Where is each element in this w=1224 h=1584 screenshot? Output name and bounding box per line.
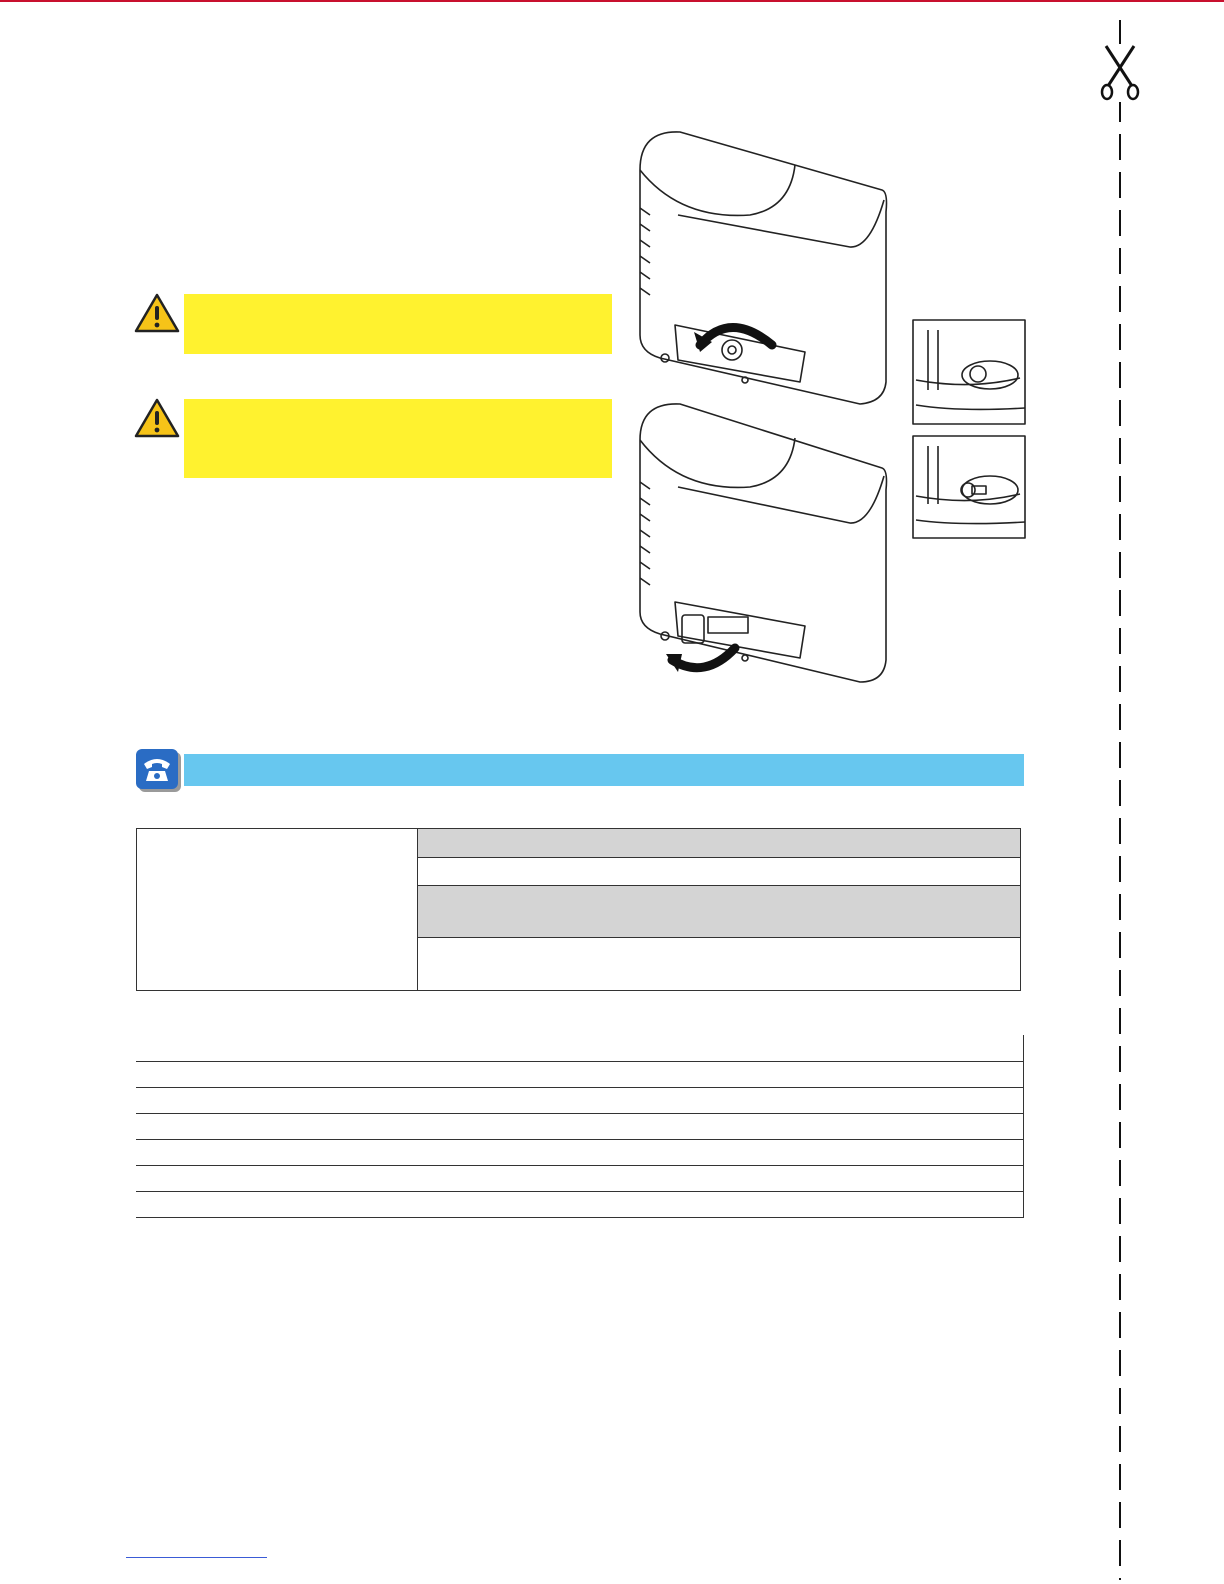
key-detail-inset-2 [913,436,1025,538]
table-row-line [136,1087,1024,1088]
key-detail-inset-1 [913,320,1025,424]
warning-box-1 [184,294,612,354]
phone-icon [136,749,182,793]
table-row-line [136,1191,1024,1192]
scissors-icon [1098,44,1142,102]
release-procedure-illustration [620,120,1030,700]
contact-section-header [184,754,1024,786]
table-row [418,886,1020,938]
operator-unit-lower [640,404,887,682]
table-row-line [136,1113,1024,1114]
operator-unit-upper [640,132,887,404]
contact-table [136,828,1021,991]
table-row-line [136,1139,1024,1140]
table-row [418,829,1020,858]
table-row-line [136,1061,1024,1062]
table-row-line [136,1217,1024,1218]
top-rule [0,0,1224,2]
table-row [418,858,1020,886]
warning-icon [134,293,180,333]
table-cell-left [137,829,418,990]
lined-form-table [136,1035,1025,1218]
footer-link[interactable] [126,1557,267,1558]
table-row [418,938,1020,990]
warning-box-2 [184,399,612,478]
table-row-line [136,1165,1024,1166]
cut-line [1118,20,1122,1580]
warning-icon [134,398,180,438]
